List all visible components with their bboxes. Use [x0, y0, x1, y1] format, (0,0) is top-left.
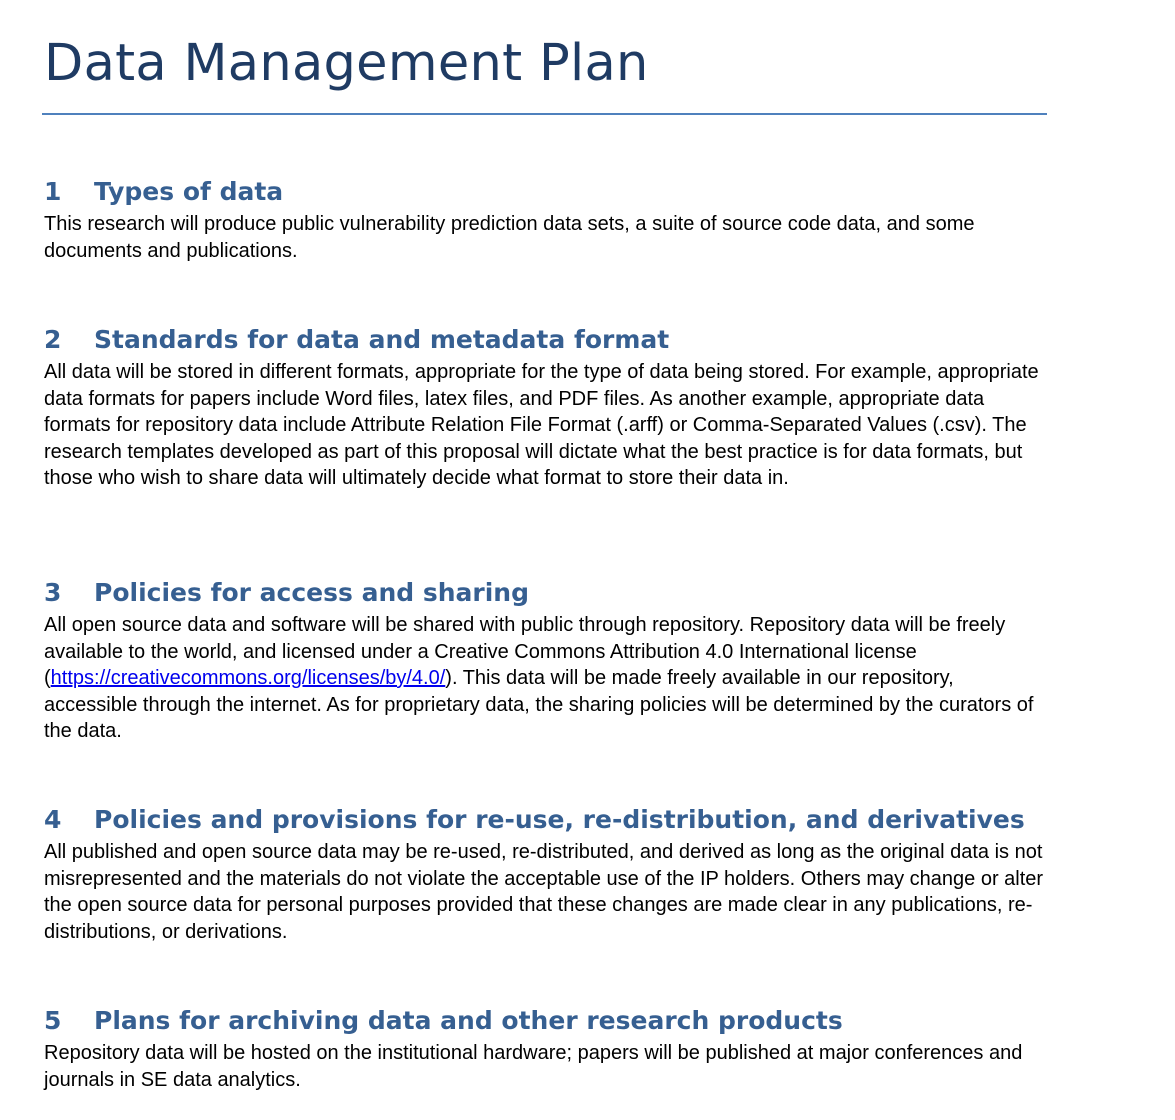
- section-heading: [44, 578, 1044, 608]
- section-heading-text: Policies for access and sharing: [94, 578, 529, 607]
- section-heading-text: Policies and provisions for re-use, re-distribution, and derivatives: [94, 805, 1025, 834]
- section-access-sharing: [44, 578, 1044, 745]
- section-number: 1: [44, 177, 62, 206]
- section-body: This research will produce public vulnerability prediction data sets, a suite of source code data, and some documents and publications.: [44, 213, 975, 262]
- section-heading: [44, 1006, 1044, 1036]
- section-number: 4: [44, 805, 62, 834]
- section-heading: [44, 325, 1044, 355]
- page-title: Data Management Plan: [44, 34, 649, 93]
- section-heading-text: Types of data: [94, 177, 284, 206]
- section-heading-text: Standards for data and metadata format: [94, 325, 670, 354]
- section-heading-text: Plans for archiving data and other research products: [94, 1006, 843, 1035]
- section-body-text: ). This data will be made freely available in our repository, accessible through the internet. As for proprietary data, the sharing policies will be determined by the curators of the data.: [44, 667, 1034, 742]
- section-reuse-redistribution: [44, 805, 1044, 945]
- section-body: Repository data will be hosted on the institutional hardware; papers will be published at major conferences and journals in SE data analytics.: [44, 1042, 1023, 1091]
- section-body: [44, 612, 1044, 745]
- section-body-text: All open source data and software will be shared with public through repository. Repository data will be freely available to the world, and licensed under a Creative Commons Attribution 4.0 International license (: [44, 614, 1006, 689]
- section-types-of-data: [44, 177, 1044, 264]
- section-body: All data will be stored in different formats, appropriate for the type of data being stored. For example, appropriate data formats for papers include Word files, latex files, and PDF files. As another example, appropriate data formats for repository data include Attribute Relation File Format (.arff) or Comma-Separated Values (.csv). The research templates developed as part of this proposal will dictate what the best practice is for data formats, but those who wish to share data will ultimately decide what format to store their data in.: [44, 361, 1039, 489]
- title-divider: [42, 113, 1047, 115]
- section-number: 2: [44, 325, 62, 354]
- section-heading: [44, 805, 1044, 835]
- section-archiving: [44, 1006, 1044, 1093]
- section-body: All published and open source data may be re-used, re-distributed, and derived as long as the original data is not misrepresented and the materials do not violate the acceptable use of the IP holders. Others may change or alter the open source data for personal purposes provided that these changes are made clear in any publications, re-distributions, or derivations.: [44, 841, 1044, 943]
- license-link[interactable]: https://creativecommons.org/licenses/by/4.0/: [50, 667, 446, 689]
- section-number: 3: [44, 578, 62, 607]
- section-standards-format: [44, 325, 1044, 492]
- section-number: 5: [44, 1006, 62, 1035]
- section-heading: [44, 177, 1044, 207]
